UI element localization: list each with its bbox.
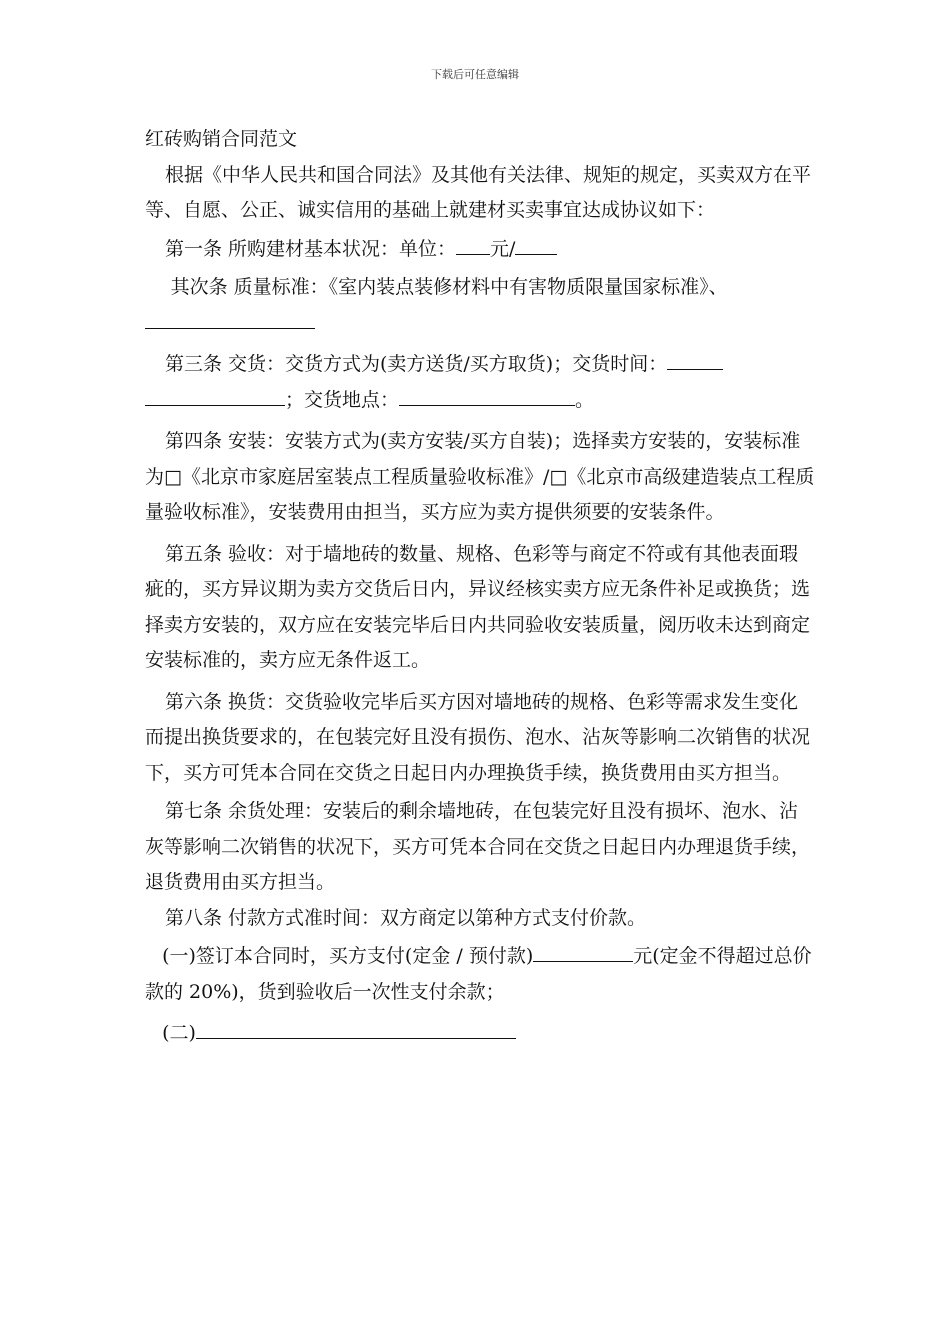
article-3 [145, 347, 815, 418]
article-1 [145, 232, 815, 268]
article-5: 第五条 验收：对于墙地砖的数量、规格、色彩等与商定不符或有其他表面瑕疵的，买方异议期为卖方交货后日内，异议经核实卖方应无条件补足或换货；选择卖方安装的，双方应在安装完毕后日内共同验收安装质量，阅历收未达到商定安装标准的，卖方应无条件返工。 [145, 542, 811, 671]
checkbox-beijing-home-standard[interactable]: □ [164, 465, 182, 488]
document-title: 红砖购销合同范文 [145, 128, 298, 150]
article-4-text-3: 《北京市高级建造装点工程质量验收标准》，安装费用由担当，买方应为卖方提供须要的安装条件。 [145, 465, 815, 523]
contract-body [145, 122, 815, 1052]
article-3-text: 第三条 交货：交货方式为(卖方送货/买方取货)；交货时间： [164, 353, 668, 375]
unit-blank [515, 253, 557, 255]
article-1-text: 第一条 所购建材基本状况：单位： [164, 237, 456, 260]
payment-option-1 [145, 939, 815, 1010]
standard-blank [145, 327, 315, 329]
page-header-note: 下载后可任意编辑 [431, 68, 519, 81]
payment-1-suffix: 元(定金不得超过总价款的 20%)，货到验收后一次性支付余款； [145, 945, 812, 1003]
preamble-paragraph: 根据《中华人民共和国合同法》及其他有关法律、规矩的规定，买卖双方在平等、自愿、公正、诚实信用的基础上就建材买卖事宜达成协议如下： [145, 163, 811, 221]
delivery-time-blank-1 [667, 368, 723, 370]
payment-1-text: (一)签订本合同时，买方支付(定金 / 预付款) [162, 945, 534, 967]
article-3-end: 。 [575, 388, 595, 411]
article-7: 第七条 余货处理：安装后的剩余墙地砖，在包装完好且没有损坏、泡水、沾灰等影响二次销售的状况下，买方可凭本合同在交货之日起日内办理退货手续，退货费用由买方担当。 [145, 800, 811, 893]
article-1-unit: 元/ [489, 237, 516, 260]
checkbox-beijing-advanced-standard[interactable]: □ [549, 465, 568, 488]
payment-amount-blank [533, 960, 633, 962]
article-2 [145, 270, 815, 341]
article-4-text-2: 《北京市家庭居室装点工程质量验收标准》/ [181, 465, 550, 488]
payment-option-2 [145, 1016, 815, 1052]
delivery-place-blank [399, 404, 575, 406]
unit-price-blank [456, 253, 490, 255]
article-2-text: 其次条 质量标准：《室内装点装修材料中有害物质限量国家标准》、 [170, 276, 728, 298]
payment-2-blank [196, 1037, 516, 1039]
delivery-time-blank-2 [145, 404, 285, 406]
payment-2-text: (二) [162, 1022, 196, 1044]
article-4-text-1: 第四条 安装：安装方式为(卖方安装/买方自装)；选择卖方安装的，安装标准为 [145, 430, 801, 488]
article-4 [145, 424, 815, 531]
delivery-place-label: ；交货地点： [285, 388, 400, 411]
article-6: 第六条 换货：交货验收完毕后买方因对墙地砖的规格、色彩等需求发生变化而提出换货要求的，在包装完好且没有损伤、泡水、沾灰等影响二次销售的状况下，买方可凭本合同在交货之日起日内办理换货手续，换货费用由买方担当。 [145, 690, 811, 784]
article-8: 第八条 付款方式准时间：双方商定以第种方式支付价款。 [164, 906, 646, 929]
